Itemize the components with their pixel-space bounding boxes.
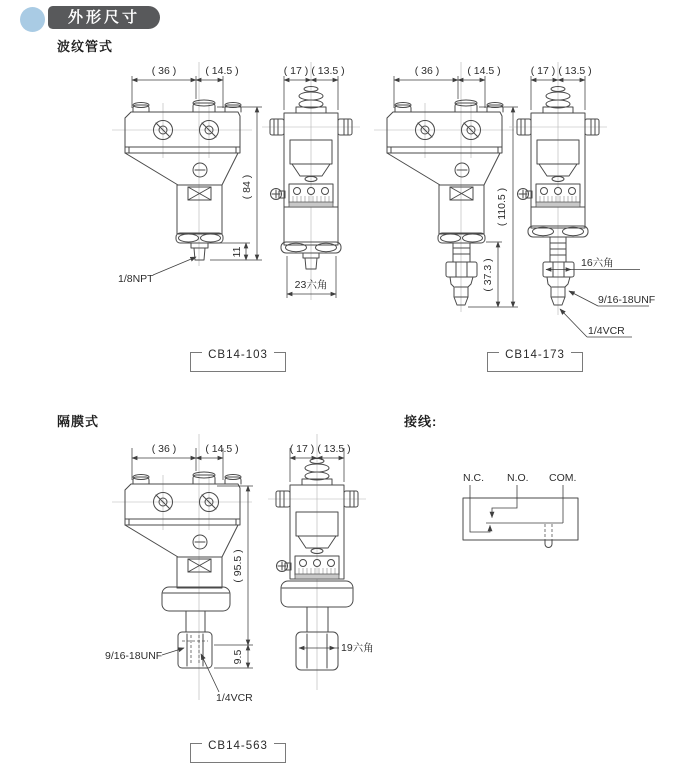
dim-hex-23: 23六角 — [294, 279, 328, 291]
part-number-cb14-173: CB14-173 — [499, 349, 571, 361]
page-title: 外形尺寸 — [48, 6, 160, 29]
dim-port-11: 11 — [231, 246, 243, 258]
drawing-cb14-103-side — [262, 62, 360, 300]
dim-width-13-5: ( 13.5 ) — [311, 65, 345, 77]
dim-depth-9-5: 9.5 — [232, 649, 244, 665]
drawing-cb14-563-front — [105, 434, 253, 704]
section-label-wiring: 接线: — [404, 414, 438, 429]
drawing-cb14-563-side — [268, 434, 374, 690]
drawing-cb14-173-side — [509, 62, 655, 337]
section-label-bellows: 波纹管式 — [57, 39, 114, 54]
thread-label-unf: 9/16-18UNF — [105, 650, 163, 662]
section-label-diaphragm: 隔膜式 — [57, 414, 100, 429]
dim-hex-19: 19六角 — [341, 642, 374, 654]
dim-height-84: ( 84 ) — [241, 174, 253, 200]
dim-width-14-5: ( 14.5 ) — [205, 65, 239, 77]
dim-hex-16: 16六角 — [581, 257, 614, 269]
dim-width-13-5: ( 13.5 ) — [558, 65, 592, 77]
dim-width-14-5: ( 14.5 ) — [205, 443, 239, 455]
dim-width-36: ( 36 ) — [151, 443, 177, 455]
terminal-label-nc: N.C. — [463, 472, 484, 484]
terminal-label-no: N.O. — [507, 472, 529, 484]
wiring-diagram — [463, 472, 578, 548]
dim-width-17: ( 17 ) — [283, 65, 309, 77]
part-number-cb14-563: CB14-563 — [202, 740, 274, 752]
part-number-box-cb14-103 — [190, 349, 286, 372]
dim-width-14-5: ( 14.5 ) — [467, 65, 501, 77]
part-number-box-cb14-563 — [190, 740, 286, 763]
drawing-cb14-173-front — [374, 62, 518, 312]
port-label-1-8npt: 1/8NPT — [118, 273, 154, 285]
dim-width-17: ( 17 ) — [530, 65, 556, 77]
dim-width-36: ( 36 ) — [414, 65, 440, 77]
dim-width-17: ( 17 ) — [289, 443, 315, 455]
dim-lower-37-3: ( 37.3 ) — [482, 258, 494, 292]
dim-width-13-5: ( 13.5 ) — [317, 443, 351, 455]
part-number-box-cb14-173 — [487, 349, 583, 372]
fitting-label-vcr: 1/4VCR — [216, 692, 253, 704]
fitting-label-vcr: 1/4VCR — [588, 325, 625, 337]
dim-width-36: ( 36 ) — [151, 65, 177, 77]
drawing-cb14-103-front — [112, 62, 262, 285]
terminal-label-com: COM. — [549, 472, 577, 484]
thread-label-unf: 9/16-18UNF — [598, 294, 656, 306]
dim-height-95-5: ( 95.5 ) — [232, 549, 244, 583]
dim-height-110-5: ( 110.5 ) — [496, 187, 508, 227]
part-number-cb14-103: CB14-103 — [202, 349, 274, 361]
